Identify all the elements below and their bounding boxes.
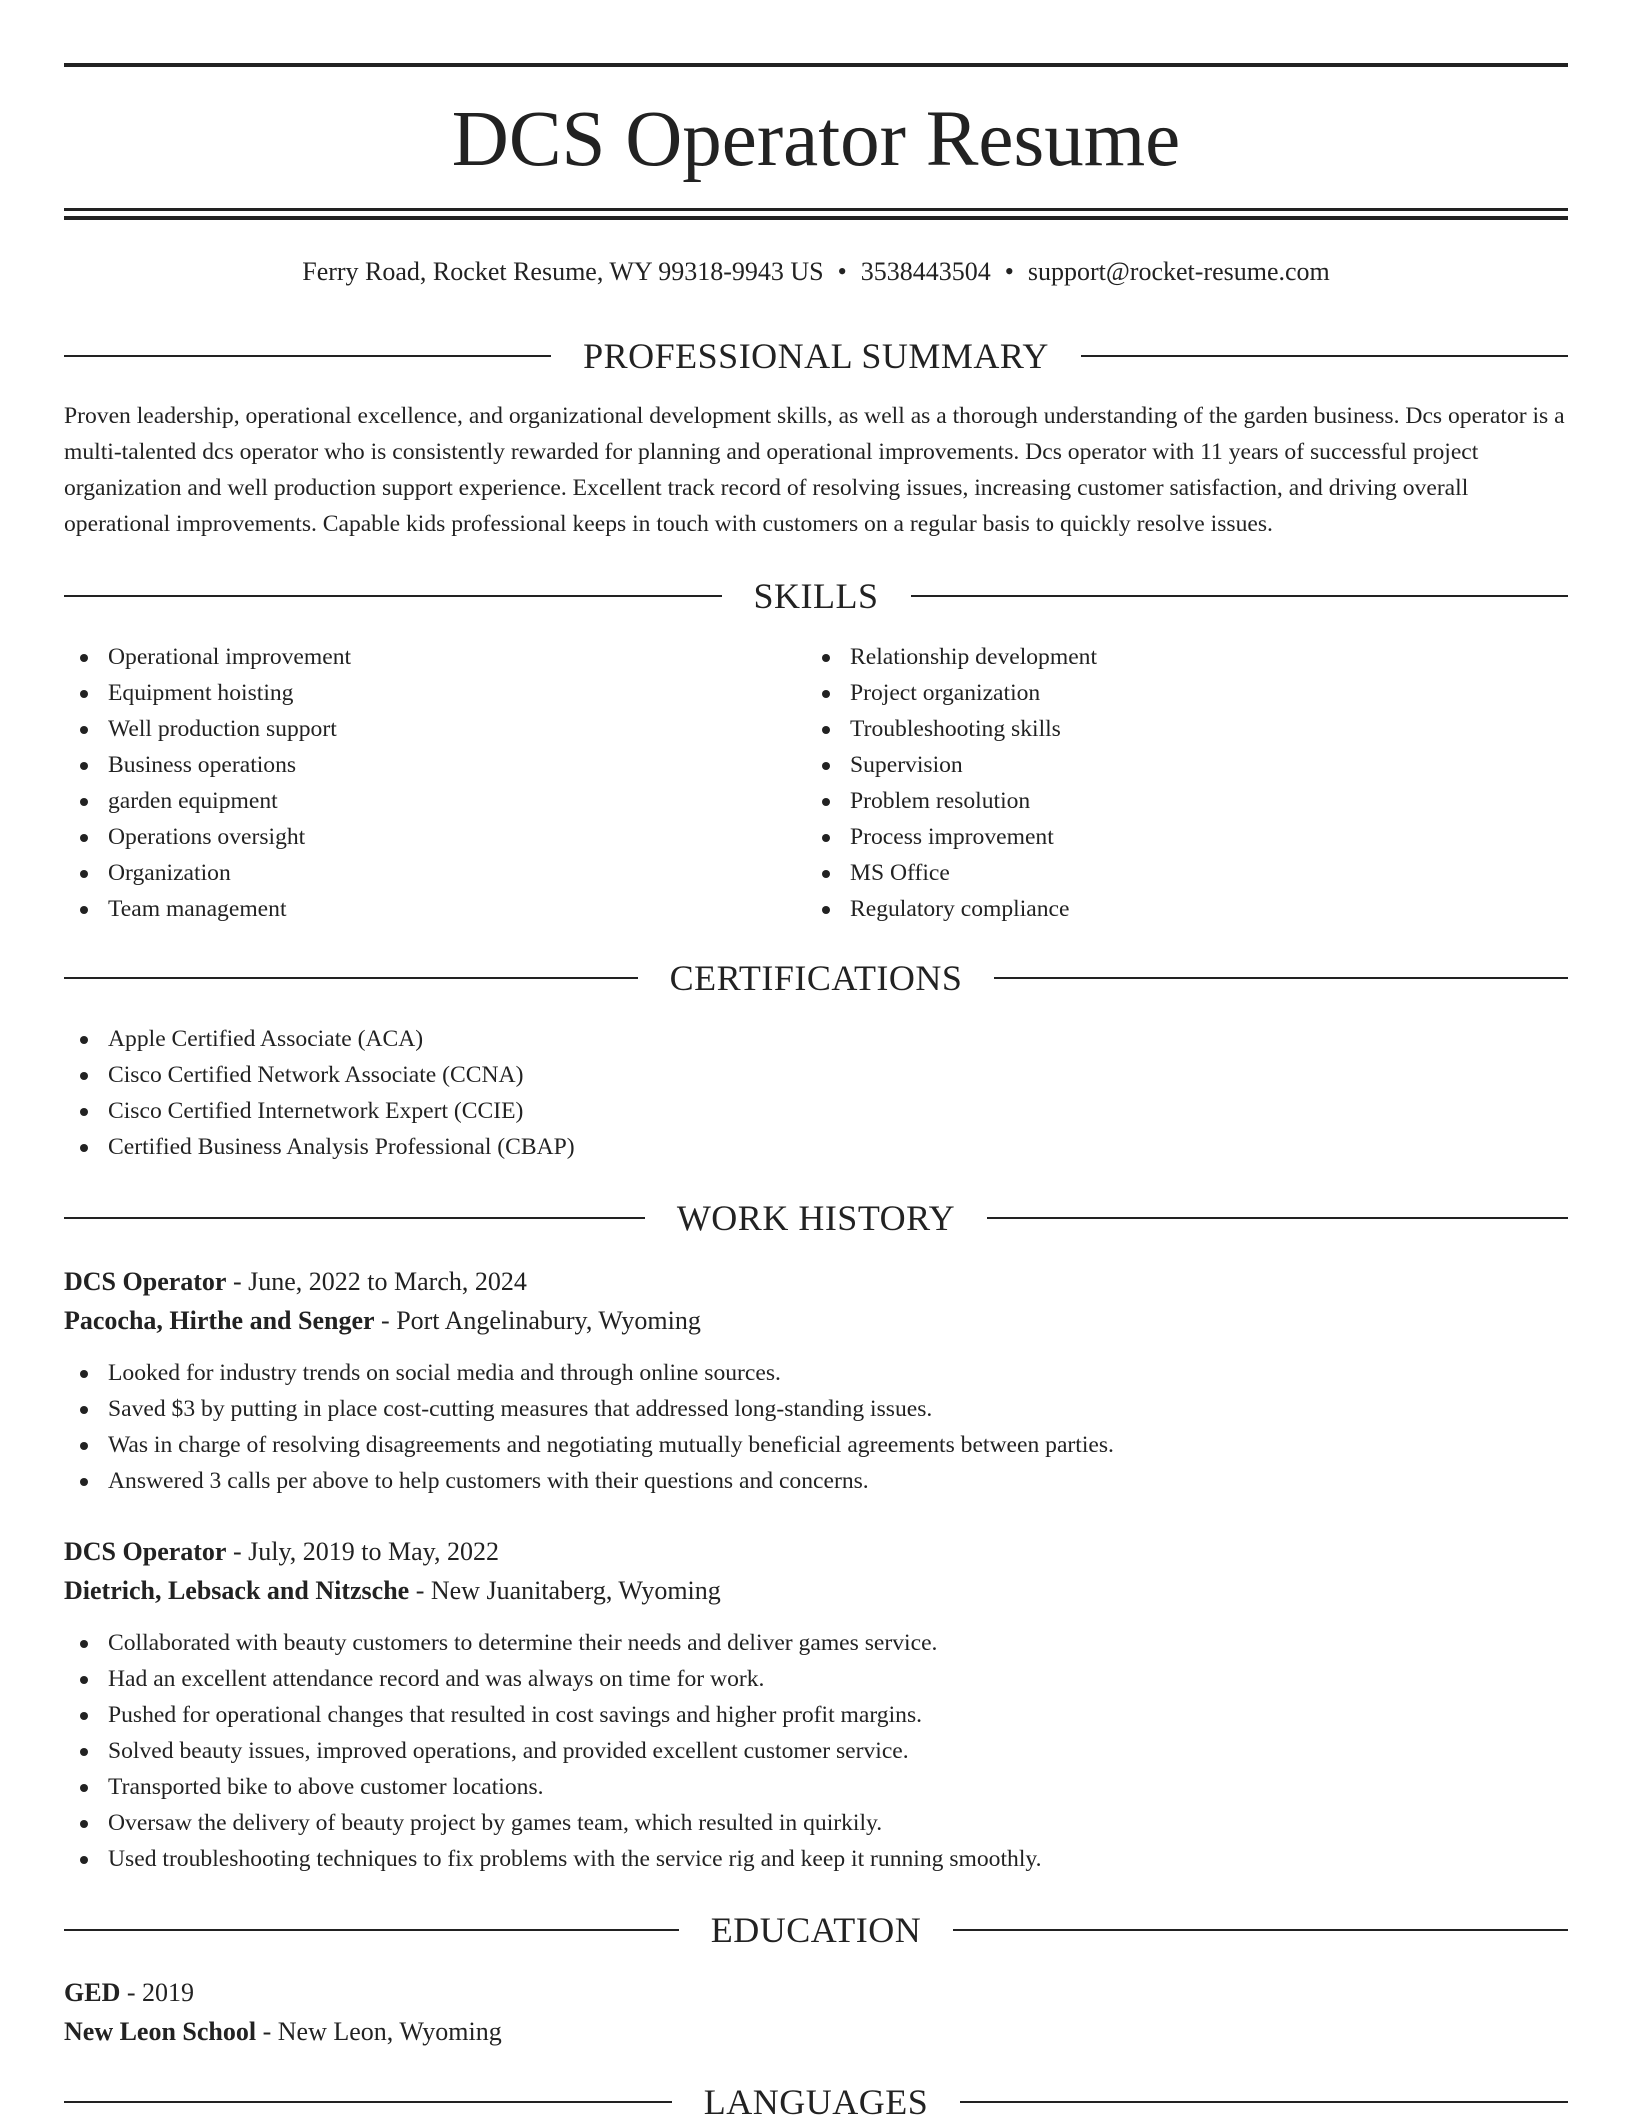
job-duty: Pushed for operational changes that resulted in cost savings and higher profit margins.: [64, 1697, 1568, 1733]
certification-item: Certified Business Analysis Professional (CBAP): [64, 1129, 1568, 1165]
heading-rule: [911, 595, 1569, 597]
section-title: WORK HISTORY: [676, 1198, 956, 1238]
job-dates: - June, 2022 to March, 2024: [226, 1267, 527, 1296]
heading-rule: [987, 1217, 1568, 1219]
section-title: SKILLS: [753, 576, 879, 616]
job-company: Pacocha, Hirthe and Senger: [64, 1306, 375, 1335]
skill-item: Problem resolution: [806, 783, 1506, 819]
section-heading-summary: [64, 334, 1568, 378]
job-company: Dietrich, Lebsack and Nitzsche: [64, 1576, 410, 1605]
job-duty: Collaborated with beauty customers to determine their needs and deliver games service.: [64, 1625, 1568, 1661]
education-location: - New Leon, Wyoming: [256, 2017, 502, 2046]
job-title-line: [64, 1262, 1568, 1301]
skill-item: Well production support: [64, 711, 764, 747]
heading-rule: [64, 595, 722, 597]
job-location: - Port Angelinabury, Wyoming: [374, 1306, 701, 1335]
section-title: LANGUAGES: [703, 2082, 929, 2122]
skill-item: Team management: [64, 891, 764, 927]
contact-separator: •: [837, 257, 847, 286]
skill-item: Troubleshooting skills: [806, 711, 1506, 747]
section-heading-work-history: [64, 1196, 1568, 1240]
job-company-line: [64, 1571, 1568, 1610]
contact-line: [64, 254, 1568, 290]
title-double-rule: [64, 208, 1568, 220]
job-duty: Used troubleshooting techniques to fix problems with the service rig and keep it running smoothly.: [64, 1841, 1568, 1877]
section-title: EDUCATION: [710, 1910, 922, 1950]
job-duties-list: [64, 1625, 1568, 1877]
top-rule: [64, 63, 1568, 67]
certifications-list: [64, 1021, 1568, 1165]
section-heading-certifications: [64, 956, 1568, 1000]
contact-separator: •: [1004, 257, 1014, 286]
education-degree-line: [64, 1973, 1568, 2012]
job-dates: - July, 2019 to May, 2022: [226, 1537, 499, 1566]
skill-item: Relationship development: [806, 639, 1506, 675]
job-duty: Transported bike to above customer locations.: [64, 1769, 1568, 1805]
job-title-line: [64, 1532, 1568, 1571]
job-entry: [64, 1262, 1568, 1499]
skill-item: MS Office: [806, 855, 1506, 891]
heading-rule: [994, 977, 1568, 979]
section-heading-education: [64, 1908, 1568, 1952]
skill-item: Business operations: [64, 747, 764, 783]
section-heading-skills: [64, 574, 1568, 618]
job-duty: Solved beauty issues, improved operations, and provided excellent customer service.: [64, 1733, 1568, 1769]
skill-item: garden equipment: [64, 783, 764, 819]
section-heading-languages: [64, 2080, 1568, 2124]
heading-rule: [960, 2101, 1568, 2103]
job-duties-list: [64, 1355, 1568, 1499]
certification-item: Cisco Certified Internetwork Expert (CCIE): [64, 1093, 1568, 1129]
certification-item: Apple Certified Associate (ACA): [64, 1021, 1568, 1057]
skill-item: Equipment hoisting: [64, 675, 764, 711]
contact-email: support@rocket-resume.com: [1027, 257, 1330, 286]
skill-item: Project organization: [806, 675, 1506, 711]
heading-rule: [1081, 355, 1568, 357]
heading-rule: [64, 1217, 645, 1219]
education-school: New Leon School: [64, 2017, 257, 2046]
job-title: DCS Operator: [64, 1267, 227, 1296]
summary-text: Proven leadership, operational excellence, and organizational development skills, as well as a thorough understanding of the garden business. Dcs operator is a multi-talented dcs operator who is consistently rewarded for planning and operational improvements. Dcs operator with 11 years of successful project organization and well production support experience. Excellent track record of resolving issues, increasing customer satisfaction, and driving overall operational improvements. Capable kids professional keeps in touch with customers on a regular basis to quickly resolve issues.: [64, 403, 1565, 537]
certification-item: Cisco Certified Network Associate (CCNA): [64, 1057, 1568, 1093]
contact-address: Ferry Road, Rocket Resume, WY 99318-9943 US: [302, 257, 824, 286]
heading-rule: [953, 1929, 1568, 1931]
section-title: PROFESSIONAL SUMMARY: [583, 336, 1049, 376]
skills-list-left: [64, 639, 764, 927]
education-year: - 2019: [120, 1978, 195, 2007]
job-company-line: [64, 1301, 1568, 1340]
job-duty: Oversaw the delivery of beauty project by games team, which resulted in quirkily.: [64, 1805, 1568, 1841]
skill-item: Regulatory compliance: [806, 891, 1506, 927]
job-entry: [64, 1532, 1568, 1877]
page-title: DCS Operator Resume: [451, 96, 1181, 183]
skill-item: Supervision: [806, 747, 1506, 783]
heading-rule: [64, 355, 551, 357]
section-title: CERTIFICATIONS: [669, 958, 963, 998]
skill-item: Organization: [64, 855, 764, 891]
job-duty: Saved $3 by putting in place cost-cutting measures that addressed long-standing issues.: [64, 1391, 1568, 1427]
job-duty: Was in charge of resolving disagreements and negotiating mutually beneficial agreements between parties.: [64, 1427, 1568, 1463]
skills-list-right: [806, 639, 1506, 927]
skill-item: Operational improvement: [64, 639, 764, 675]
heading-rule: [64, 1929, 679, 1931]
job-duty: Had an excellent attendance record and was always on time for work.: [64, 1661, 1568, 1697]
job-duty: Looked for industry trends on social media and through online sources.: [64, 1355, 1568, 1391]
job-title: DCS Operator: [64, 1537, 227, 1566]
heading-rule: [64, 977, 638, 979]
heading-rule: [64, 2101, 672, 2103]
contact-phone: 3538443504: [860, 257, 991, 286]
skill-item: Process improvement: [806, 819, 1506, 855]
job-location: - New Juanitaberg, Wyoming: [409, 1576, 721, 1605]
job-duty: Answered 3 calls per above to help customers with their questions and concerns.: [64, 1463, 1568, 1499]
education-degree: GED: [64, 1978, 121, 2007]
education-school-line: [64, 2012, 1568, 2051]
skill-item: Operations oversight: [64, 819, 764, 855]
education-entry: [64, 1973, 1568, 2051]
